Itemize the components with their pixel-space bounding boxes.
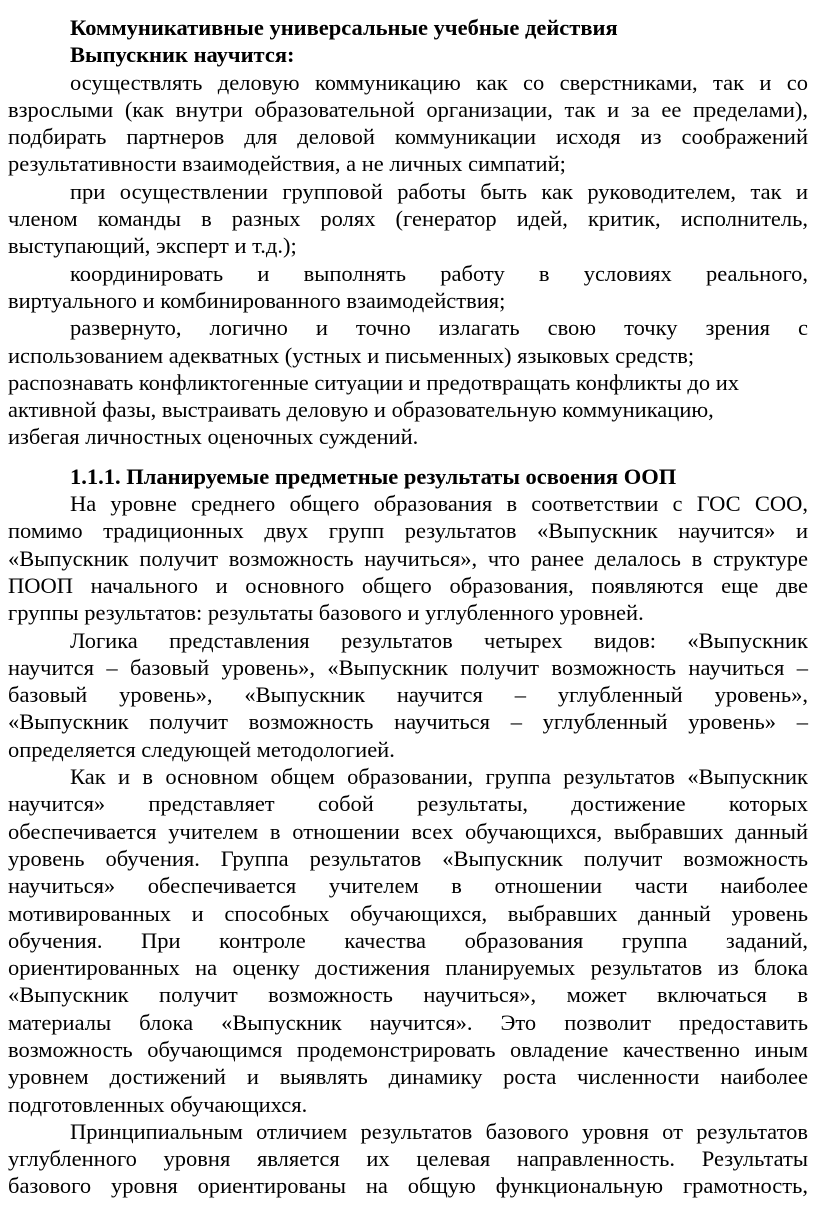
- text-line: членом команды в разных ролях (генератор идей, критик, исполнитель,: [8, 206, 808, 232]
- text-line: избегая личностных оценочных суждений.: [8, 424, 419, 450]
- text-line: группы результатов: результаты базового и углубленного уровней.: [8, 600, 644, 626]
- heading-title: Коммуникативные универсальные учебные действия: [70, 15, 618, 40]
- text-line: обучения. При контроле качества образования группа заданий,: [8, 927, 808, 953]
- text-line: координировать и выполнять работу в условиях реального,: [70, 260, 808, 286]
- document-page: [8, 14, 808, 1200]
- text-line: Логика представления результатов четырех видов: «Выпускник: [70, 627, 808, 653]
- text-line: На уровне среднего общего образования в соответствии с ГОС СОО,: [70, 491, 808, 517]
- text-line: научится» представляет собой результаты, достижение которых: [8, 791, 808, 817]
- text-line: подготовленных обучающихся.: [8, 1091, 308, 1117]
- text-line: «Выпускник получит возможность научиться», может включаться в: [8, 982, 808, 1008]
- text-line: использованием адекватных (устных и письменных) языковых средств;: [8, 342, 695, 368]
- text-line: осуществлять деловую коммуникацию как со сверстниками, так и со: [70, 69, 808, 95]
- text-line: активной фазы, выстраивать деловую и образовательную коммуникацию,: [8, 397, 714, 423]
- text-line: уровень обучения. Группа результатов «Выпускник получит возможность: [8, 845, 808, 871]
- text-line: уровнем достижений и выявлять динамику роста численности наиболее: [8, 1064, 808, 1090]
- text-line: подбирать партнеров для деловой коммуникации исходя из соображений: [8, 124, 808, 150]
- text-line: возможность обучающимся продемонстрировать овладение качественно иным: [8, 1036, 808, 1062]
- text-line: Как и в основном общем образовании, группа результатов «Выпускник: [70, 764, 808, 790]
- text-line: ориентированных на оценку достижения планируемых результатов из блока: [8, 955, 808, 981]
- text-line: взрослыми (как внутри образовательной организации, так и за ее пределами),: [8, 96, 808, 122]
- text-line: мотивированных и способных обучающихся, выбравших данный уровень: [8, 900, 808, 926]
- text-line: материалы блока «Выпускник научится». Это позволит предоставить: [8, 1009, 808, 1035]
- text-line: «Выпускник получит возможность научиться – углубленный уровень» –: [8, 709, 808, 735]
- text-line: определяется следующей методологией.: [8, 736, 395, 762]
- text-line: научиться» обеспечивается учителем в отношении части наиболее: [8, 873, 808, 899]
- section-spacer: [8, 451, 808, 463]
- heading-subtitle: Выпускник научится:: [70, 42, 295, 68]
- text-line: «Выпускник получит возможность научиться», что ранее делалось в структуре: [8, 545, 808, 571]
- section-title: 1.1.1. Планируемые предметные результаты освоения ООП: [70, 463, 677, 489]
- text-line: выступающий, эксперт и т.д.);: [8, 233, 297, 259]
- text-line: обеспечивается учителем в отношении всех обучающихся, выбравших данный: [8, 818, 808, 844]
- text-line: базового уровня ориентированы на общую функциональную грамотность,: [8, 1173, 808, 1199]
- text-line: Принципиальным отличием результатов базового уровня от результатов: [70, 1118, 808, 1144]
- text-line: помимо традиционных двух групп результатов «Выпускник научится» и: [8, 518, 808, 544]
- text-line: при осуществлении групповой работы быть как руководителем, так и: [70, 178, 808, 204]
- text-line: развернуто, логично и точно излагать свою точку зрения с: [70, 315, 808, 341]
- text-line: базовый уровень», «Выпускник научится – углубленный уровень»,: [8, 682, 808, 708]
- text-line: результативности взаимодействия, а не личных симпатий;: [8, 151, 566, 177]
- text-line: распознавать конфликтогенные ситуации и предотвращать конфликты до их: [8, 369, 740, 395]
- text-line: виртуального и комбинированного взаимодействия;: [8, 287, 506, 313]
- text-line: научится – базовый уровень», «Выпускник получит возможность научиться –: [8, 654, 808, 680]
- text-line: углубленного уровня является их целевая направленность. Результаты: [8, 1146, 808, 1172]
- text-line: ПООП начального и основного общего образования, появляются еще две: [8, 572, 808, 598]
